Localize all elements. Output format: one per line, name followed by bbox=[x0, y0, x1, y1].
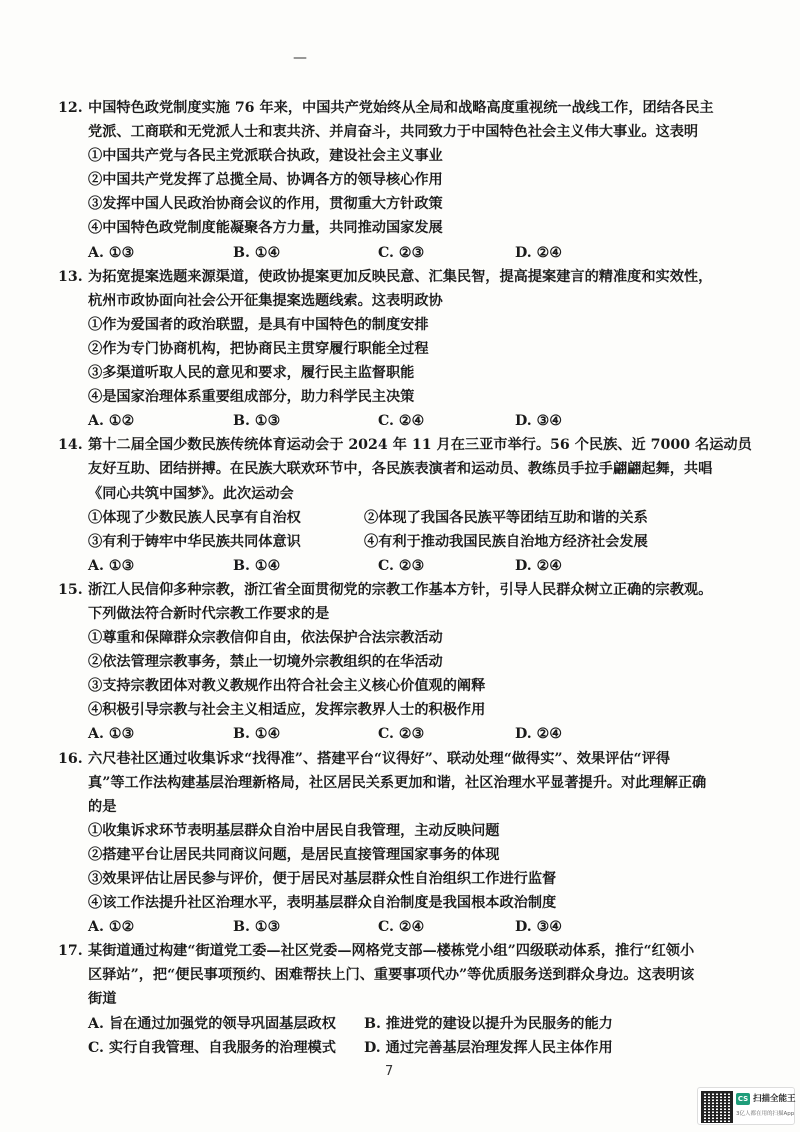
choice-a: A. ①② bbox=[88, 919, 135, 936]
qr-code-icon bbox=[701, 1091, 733, 1123]
choice-b: B. ①④ bbox=[233, 726, 281, 743]
choice-row bbox=[58, 1036, 758, 1060]
question-12 bbox=[58, 96, 758, 265]
question-stem-line: 中国特色政党制度实施 76 年来，中国共产党始终从全局和战略高度重视统一战线工作，团结各民主 bbox=[88, 100, 714, 116]
question-stem-line: 《同心共筑中国梦》。此次运动会 bbox=[88, 485, 294, 502]
question-number: 16. bbox=[58, 750, 83, 767]
answer-choices bbox=[58, 915, 758, 939]
option-item: ②中国共产党发挥了总揽全局、协调各方的领导核心作用 bbox=[88, 172, 443, 189]
question-stem-line: 下列做法符合新时代宗教工作要求的是 bbox=[88, 605, 330, 622]
page-number: 7 bbox=[385, 1064, 394, 1079]
question-stem-line: 友好互助、团结拼搏。在民族大联欢环节中，各民族表演者和运动员、教练员手拉手翩翩起舞，共唱 bbox=[88, 461, 713, 478]
option-row bbox=[58, 506, 758, 530]
option-item: ①收集诉求环节表明基层群众自治中居民自我管理，主动反映问题 bbox=[88, 822, 500, 839]
answer-choices bbox=[58, 722, 758, 746]
choice-a: A. ①② bbox=[88, 413, 135, 430]
question-stem-line: 六尺巷社区通过收集诉求“找得准”、搭建平台“议得好”、联动处理“做得实”、效果评估“评得 bbox=[88, 750, 671, 767]
choice-c: C. ②③ bbox=[378, 244, 425, 261]
option-item: ③有利于铸牢中华民族共同体意识 bbox=[88, 533, 301, 550]
option-item: ③发挥中国人民政治协商会议的作用，贯彻重大方针政策 bbox=[88, 196, 443, 213]
option-item: ③效果评估让居民参与评价，便于居民对基层群众性自治组织工作进行监督 bbox=[88, 871, 557, 887]
choice-a: A. ①③ bbox=[88, 726, 135, 743]
choice-d: D. ③④ bbox=[515, 413, 563, 430]
question-16 bbox=[58, 747, 758, 940]
question-15 bbox=[58, 578, 758, 747]
choice-c: C. ②③ bbox=[378, 557, 425, 574]
question-stem-line: 第十二届全国少数民族传统体育运动会于 2024 年 11 月在三亚市举行。56 个民族、近 7000 名运动员 bbox=[88, 437, 752, 454]
choice-d: D. 通过完善基层治理发挥人民主体作用 bbox=[364, 1039, 613, 1056]
question-stem-line: 的是 bbox=[88, 798, 117, 815]
answer-choices bbox=[58, 554, 758, 578]
option-item: ③多渠道听取人民的意见和要求，履行民主监督职能 bbox=[88, 365, 415, 382]
choice-d: D. ②④ bbox=[515, 244, 563, 261]
option-item: ①尊重和保障群众宗教信仰自由，依法保护合法宗教活动 bbox=[88, 630, 443, 647]
option-item: ②体现了我国各民族平等团结互助和谐的关系 bbox=[364, 509, 648, 526]
question-stem-line: 街道 bbox=[88, 991, 117, 1008]
scanner-subtitle: 3亿人都在用的扫描App bbox=[736, 1111, 795, 1117]
option-item: ④是国家治理体系重要组成部分，助力科学民主决策 bbox=[88, 389, 415, 406]
question-14 bbox=[58, 433, 758, 578]
choice-d: D. ②④ bbox=[515, 557, 563, 574]
header-mark: — bbox=[293, 50, 307, 66]
question-list bbox=[58, 96, 758, 1060]
choice-d: D. ③④ bbox=[515, 919, 563, 936]
option-row bbox=[58, 530, 758, 554]
answer-choices bbox=[58, 409, 758, 433]
question-stem-line: 党派、工商联和无党派人士和衷共济、并肩奋斗，共同致力于中国特色社会主义伟大事业。这表明 bbox=[88, 124, 699, 141]
choice-b: B. ①③ bbox=[233, 413, 281, 430]
choice-c: C. 实行自我管理、自我服务的治理模式 bbox=[88, 1039, 336, 1056]
question-number: 14. bbox=[58, 437, 83, 454]
option-item: ①作为爱国者的政治联盟，是具有中国特色的制度安排 bbox=[88, 316, 429, 333]
option-item: ④该工作法提升社区治理水平，表明基层群众自治制度是我国根本政治制度 bbox=[88, 895, 557, 912]
choice-c: C. ②③ bbox=[378, 726, 425, 743]
choice-row bbox=[58, 1012, 758, 1036]
option-item: ①中国共产党与各民主党派联合执政，建设社会主义事业 bbox=[88, 148, 443, 165]
choice-a: A. ①③ bbox=[88, 557, 135, 574]
option-item: ④积极引导宗教与社会主义相适应，发挥宗教界人士的积极作用 bbox=[88, 702, 486, 719]
question-number: 13. bbox=[58, 268, 83, 285]
question-number: 17. bbox=[58, 943, 83, 960]
question-13 bbox=[58, 265, 758, 434]
scanner-watermark bbox=[697, 1087, 795, 1125]
question-stem-line: 真”等工作法构建基层治理新格局，社区居民关系更加和谐，社区治理水平显著提升。对此理解正确 bbox=[88, 774, 707, 791]
question-stem-line: 杭州市政协面向社会公开征集提案选题线索。这表明政协 bbox=[88, 292, 443, 309]
choice-c: C. ②④ bbox=[378, 919, 425, 936]
choice-a: A. 旨在通过加强党的领导巩固基层政权 bbox=[88, 1015, 336, 1032]
question-number: 15. bbox=[58, 581, 83, 598]
option-item: ③支持宗教团体对教义教规作出符合社会主义核心价值观的阐释 bbox=[88, 678, 486, 695]
answer-choices bbox=[58, 241, 758, 265]
option-item: ②作为专门协商机构，把协商民主贯穿履行职能全过程 bbox=[88, 340, 429, 357]
choice-b: B. ①④ bbox=[233, 244, 281, 261]
choice-b: B. ①④ bbox=[233, 557, 281, 574]
option-item: ①体现了少数民族人民享有自治权 bbox=[88, 509, 301, 526]
scanner-title: 扫描全能王 bbox=[753, 1094, 796, 1104]
question-stem-line: 浙江人民信仰多种宗教，浙江省全面贯彻党的宗教工作基本方针，引导人民群众树立正确的宗教观。 bbox=[88, 581, 713, 598]
camscanner-logo: CS bbox=[737, 1095, 749, 1103]
question-stem-line: 区驿站”，把“便民事项预约、困难帮扶上门、重要事项代办”等优质服务送到群众身边。这表明该 bbox=[88, 967, 695, 984]
choice-a: A. ①③ bbox=[88, 244, 135, 261]
question-stem-line: 为拓宽提案选题来源渠道，使政协提案更加反映民意、汇集民智，提高提案建言的精准度和实效性， bbox=[88, 268, 713, 285]
choice-d: D. ②④ bbox=[515, 726, 563, 743]
choice-b: B. ①③ bbox=[233, 919, 281, 936]
choice-b: B. 推进党的建设以提升为民服务的能力 bbox=[364, 1015, 613, 1032]
option-item: ②依法管理宗教事务，禁止一切境外宗教组织的在华活动 bbox=[88, 654, 443, 671]
option-item: ②搭建平台让居民共同商议问题，是居民直接管理国家事务的体现 bbox=[88, 846, 500, 863]
option-item: ④有利于推动我国民族自治地方经济社会发展 bbox=[364, 533, 648, 550]
option-item: ④中国特色政党制度能凝聚各方力量，共同推动国家发展 bbox=[88, 220, 443, 237]
question-number: 12. bbox=[58, 100, 83, 116]
question-stem-line: 某街道通过构建“街道党工委—社区党委—网格党支部—楼栋党小组”四级联动体系，推行“红领小 bbox=[88, 943, 695, 960]
question-17 bbox=[58, 939, 758, 1059]
choice-c: C. ②④ bbox=[378, 413, 425, 430]
